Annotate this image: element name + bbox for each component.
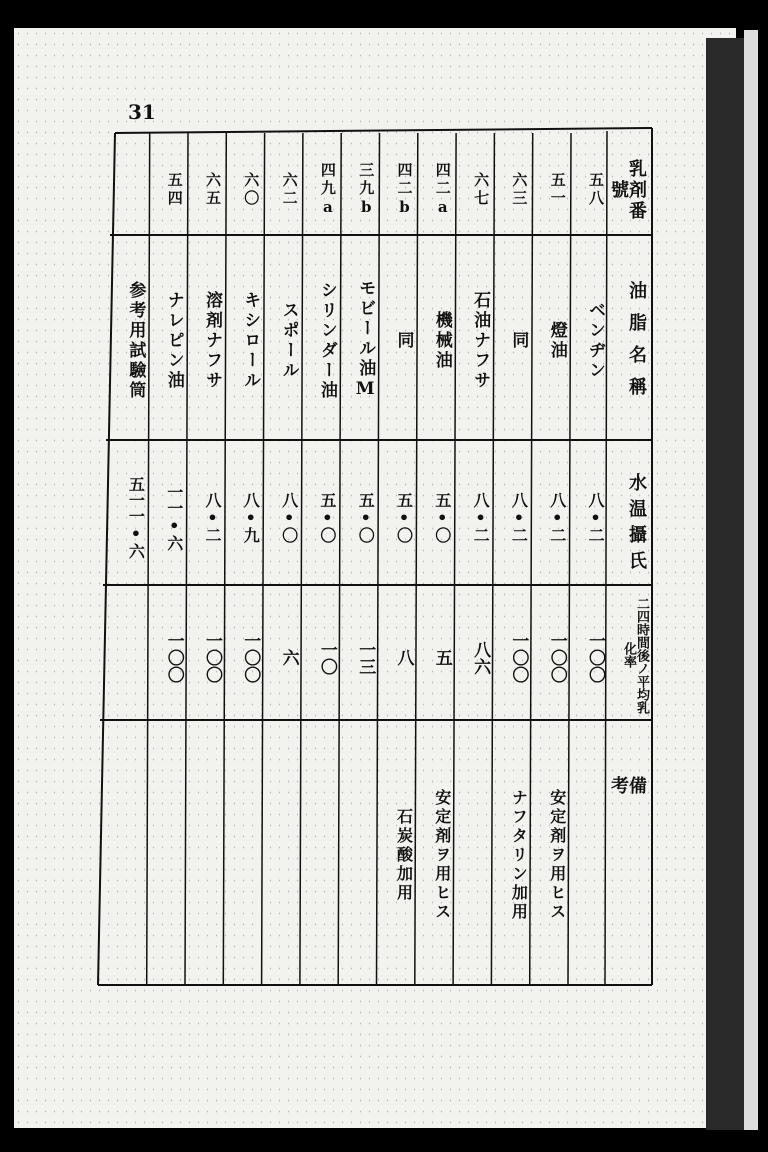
cell-note-7 — [305, 735, 335, 975]
cell-note-3 — [458, 735, 488, 975]
cell-code-10: 六五 — [204, 172, 222, 208]
cell-ratio-12 — [113, 600, 143, 715]
cell-code-4: 四二a — [433, 161, 452, 219]
cell-temp-3: 八•二 — [471, 492, 491, 543]
cell-code-7: 四九a — [318, 161, 337, 219]
cell-temp-5: 五•〇 — [394, 492, 414, 543]
cell-name-6: モビール油M — [355, 279, 376, 402]
cell-code-11: 五四 — [165, 172, 184, 208]
cell-ratio-0: 一〇〇 — [585, 632, 605, 683]
cell-note-9 — [228, 735, 258, 975]
cell-name-5: 同 — [393, 330, 414, 351]
cell-temp-12: 五一一•六 — [126, 476, 146, 559]
cell-temp-8: 八•〇 — [279, 492, 299, 543]
cell-ratio-4: 五 — [431, 649, 452, 666]
cell-code-6: 三九b — [357, 161, 376, 219]
cell-code-0: 五八 — [587, 172, 605, 208]
header-name: 油脂名稱 — [626, 281, 647, 409]
cell-note-10 — [190, 735, 220, 975]
cell-name-0: ベンヂン — [585, 300, 605, 381]
page-number: 31 — [128, 100, 156, 124]
cell-ratio-1: 一〇〇 — [546, 632, 567, 683]
cell-name-12: 参考用試驗筒 — [125, 280, 146, 401]
cell-code-8: 六二 — [280, 172, 299, 208]
header-ratio: 二四時間後ノ平均乳化率 — [621, 596, 649, 714]
cell-ratio-5: 八 — [393, 649, 414, 666]
cell-temp-4: 五•〇 — [432, 492, 452, 543]
cell-code-3: 六七 — [472, 172, 491, 208]
cell-temp-6: 五•〇 — [356, 492, 376, 543]
cell-note-6 — [343, 735, 373, 975]
cell-ratio-2: 一〇〇 — [508, 632, 529, 683]
cell-code-12 — [113, 150, 143, 230]
cell-temp-0: 八•二 — [586, 492, 605, 543]
header-code: 乳剤番號 — [608, 158, 647, 222]
cell-ratio-6: 一三 — [355, 640, 376, 675]
cell-name-2: 同 — [508, 330, 529, 351]
cell-note-12 — [113, 735, 143, 975]
cell-temp-9: 八•九 — [241, 492, 261, 543]
cell-name-4: 機械油 — [431, 310, 452, 371]
cell-ratio-8: 六 — [278, 649, 299, 666]
cell-note-11 — [152, 735, 182, 975]
cell-name-9: キシロール — [240, 290, 261, 391]
cell-name-10: 溶剤ナフサ — [202, 290, 222, 391]
cell-temp-2: 八•二 — [509, 492, 529, 543]
cell-note-8 — [267, 735, 297, 975]
cell-name-1: 燈油 — [546, 320, 567, 361]
cell-ratio-10: 一〇〇 — [202, 632, 222, 683]
cell-note-1: 安定剤ヲ用ヒス — [547, 788, 567, 922]
cell-note-4: 安定剤ヲ用ヒス — [432, 788, 452, 922]
header-temp: 水温攝氏 — [626, 473, 647, 577]
cell-name-3: 石油ナフサ — [470, 290, 491, 391]
cell-name-8: スポール — [278, 300, 299, 381]
cell-ratio-11: 一〇〇 — [163, 632, 184, 683]
cell-note-0 — [573, 735, 603, 975]
cell-code-9: 六〇 — [242, 172, 261, 208]
cell-temp-11: 一一•六 — [164, 484, 184, 551]
cell-name-11: ナレピン油 — [163, 290, 184, 391]
cell-note-2: ナフタリン加用 — [509, 788, 529, 922]
cell-temp-7: 五•〇 — [317, 492, 337, 543]
cell-name-7: シリンダー油 — [316, 280, 337, 401]
cell-note-5: 石炭酸加用 — [394, 807, 414, 903]
cell-code-2: 六三 — [510, 172, 529, 208]
cell-code-5: 四二b — [395, 161, 414, 219]
cell-ratio-9: 一〇〇 — [240, 632, 261, 683]
header-note: 備考 — [608, 776, 647, 924]
cell-temp-10: 八•二 — [203, 492, 222, 543]
cell-temp-1: 八•二 — [547, 492, 567, 543]
cell-code-1: 五一 — [548, 172, 567, 208]
cell-ratio-7: 一〇 — [316, 640, 337, 675]
cell-ratio-3: 八六 — [470, 640, 491, 675]
